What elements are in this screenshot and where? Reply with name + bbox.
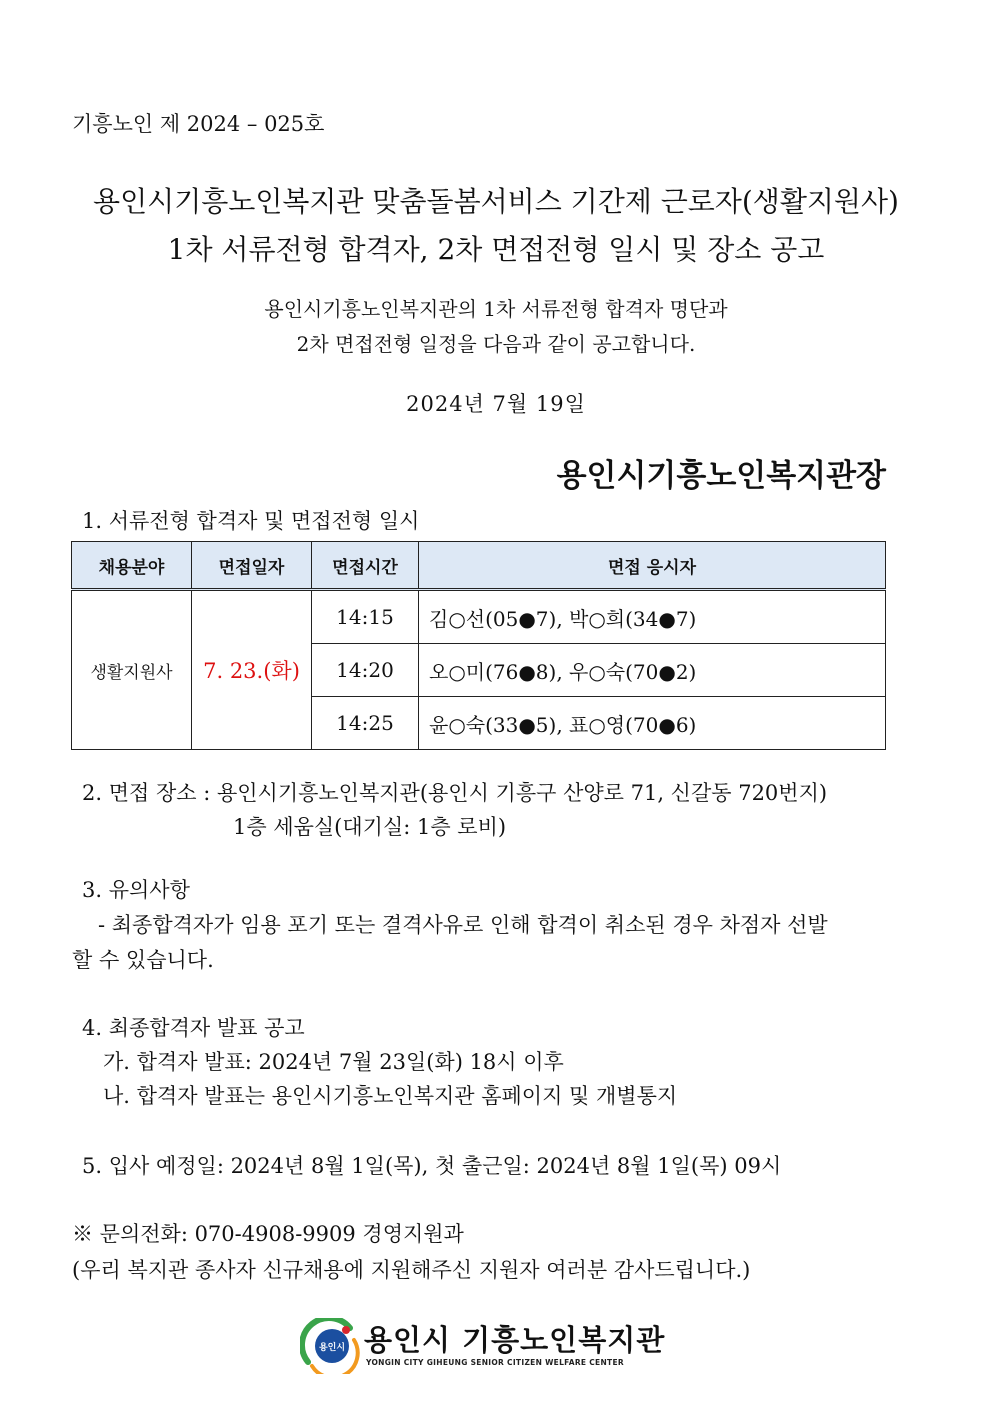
section-3-heading: 3. 유의사항: [82, 878, 190, 902]
header-field: 채용분야: [72, 542, 192, 590]
title-line-2: 1차 서류전형 합격자, 2차 면접전형 일시 및 장소 공고: [167, 233, 825, 266]
intro-line-2: 2차 면접전형 일정을 다음과 같이 공고합니다.: [296, 332, 696, 356]
contact-info: ※ 문의전화: 070-4908-9909 경영지원과: [72, 1222, 464, 1246]
interview-schedule-table: [71, 541, 886, 750]
announcement-date: 2024년 7월 19일: [406, 392, 586, 416]
section-3-note: - 최종합격자가 임용 포기 또는 결격사유로 인해 합격이 취소된 경우 차점자 선발: [98, 913, 828, 937]
table-header-row: [72, 542, 886, 590]
section-4-item-b: 나. 합격자 발표는 용인시기흥노인복지관 홈페이지 및 개별통지: [103, 1084, 678, 1108]
header-time: 면접시간: [312, 542, 419, 590]
issuer-name: 용인시기흥노인복지관장: [556, 458, 886, 494]
applicants-cell: 윤○숙(33●5), 표○영(70●6): [419, 697, 886, 750]
logo-emblem-icon: [300, 1318, 360, 1374]
field-cell: 생활지원사: [72, 590, 192, 750]
logo-emblem-text: 용인시: [318, 1343, 346, 1353]
section-2-location: 2. 면접 장소 : 용인시기흥노인복지관(용인시 기흥구 산양로 71, 신갈동 720번지): [82, 781, 828, 805]
header-applicants: 면접 응시자: [419, 542, 886, 590]
organization-logo: [300, 1318, 666, 1374]
thanks-note: (우리 복지관 종사자 신규채용에 지원해주신 지원자 여러분 감사드립니다.): [72, 1258, 751, 1282]
header-date: 면접일자: [192, 542, 312, 590]
table-row: [72, 590, 886, 644]
applicants-cell: 오○미(76●8), 우○숙(70●2): [419, 644, 886, 697]
time-cell: 14:20: [312, 644, 419, 697]
section-1-heading: 1. 서류전형 합격자 및 면접전형 일시: [82, 509, 420, 533]
applicants-cell: 김○선(05●7), 박○희(34●7): [419, 590, 886, 644]
time-cell: 14:15: [312, 590, 419, 644]
section-4-item-a: 가. 합격자 발표: 2024년 7월 23일(화) 18시 이후: [103, 1050, 564, 1074]
section-2-room: 1층 세움실(대기실: 1층 로비): [233, 815, 507, 839]
intro-line-1: 용인시기흥노인복지관의 1차 서류전형 합격자 명단과: [264, 297, 728, 321]
title-line-1: 용인시기흥노인복지관 맞춤돌봄서비스 기간제 근로자(생활지원사): [93, 185, 899, 218]
section-3-note-cont: 할 수 있습니다.: [72, 948, 214, 972]
section-5-start-date: 5. 입사 예정일: 2024년 8월 1일(목), 첫 출근일: 2024년 8월 1일(목) 09시: [82, 1154, 782, 1178]
time-cell: 14:25: [312, 697, 419, 750]
logo-subtitle: YONGIN CITY GIHEUNG SENIOR CITIZEN WELFARE CENTER: [366, 1358, 624, 1367]
logo-name: 용인시 기흥노인복지관: [364, 1323, 666, 1357]
document-number: 기흥노인 제 2024 – 025호: [72, 112, 325, 136]
section-4-heading: 4. 최종합격자 발표 공고: [82, 1016, 305, 1040]
interview-date-cell: 7. 23.(화): [192, 590, 312, 750]
